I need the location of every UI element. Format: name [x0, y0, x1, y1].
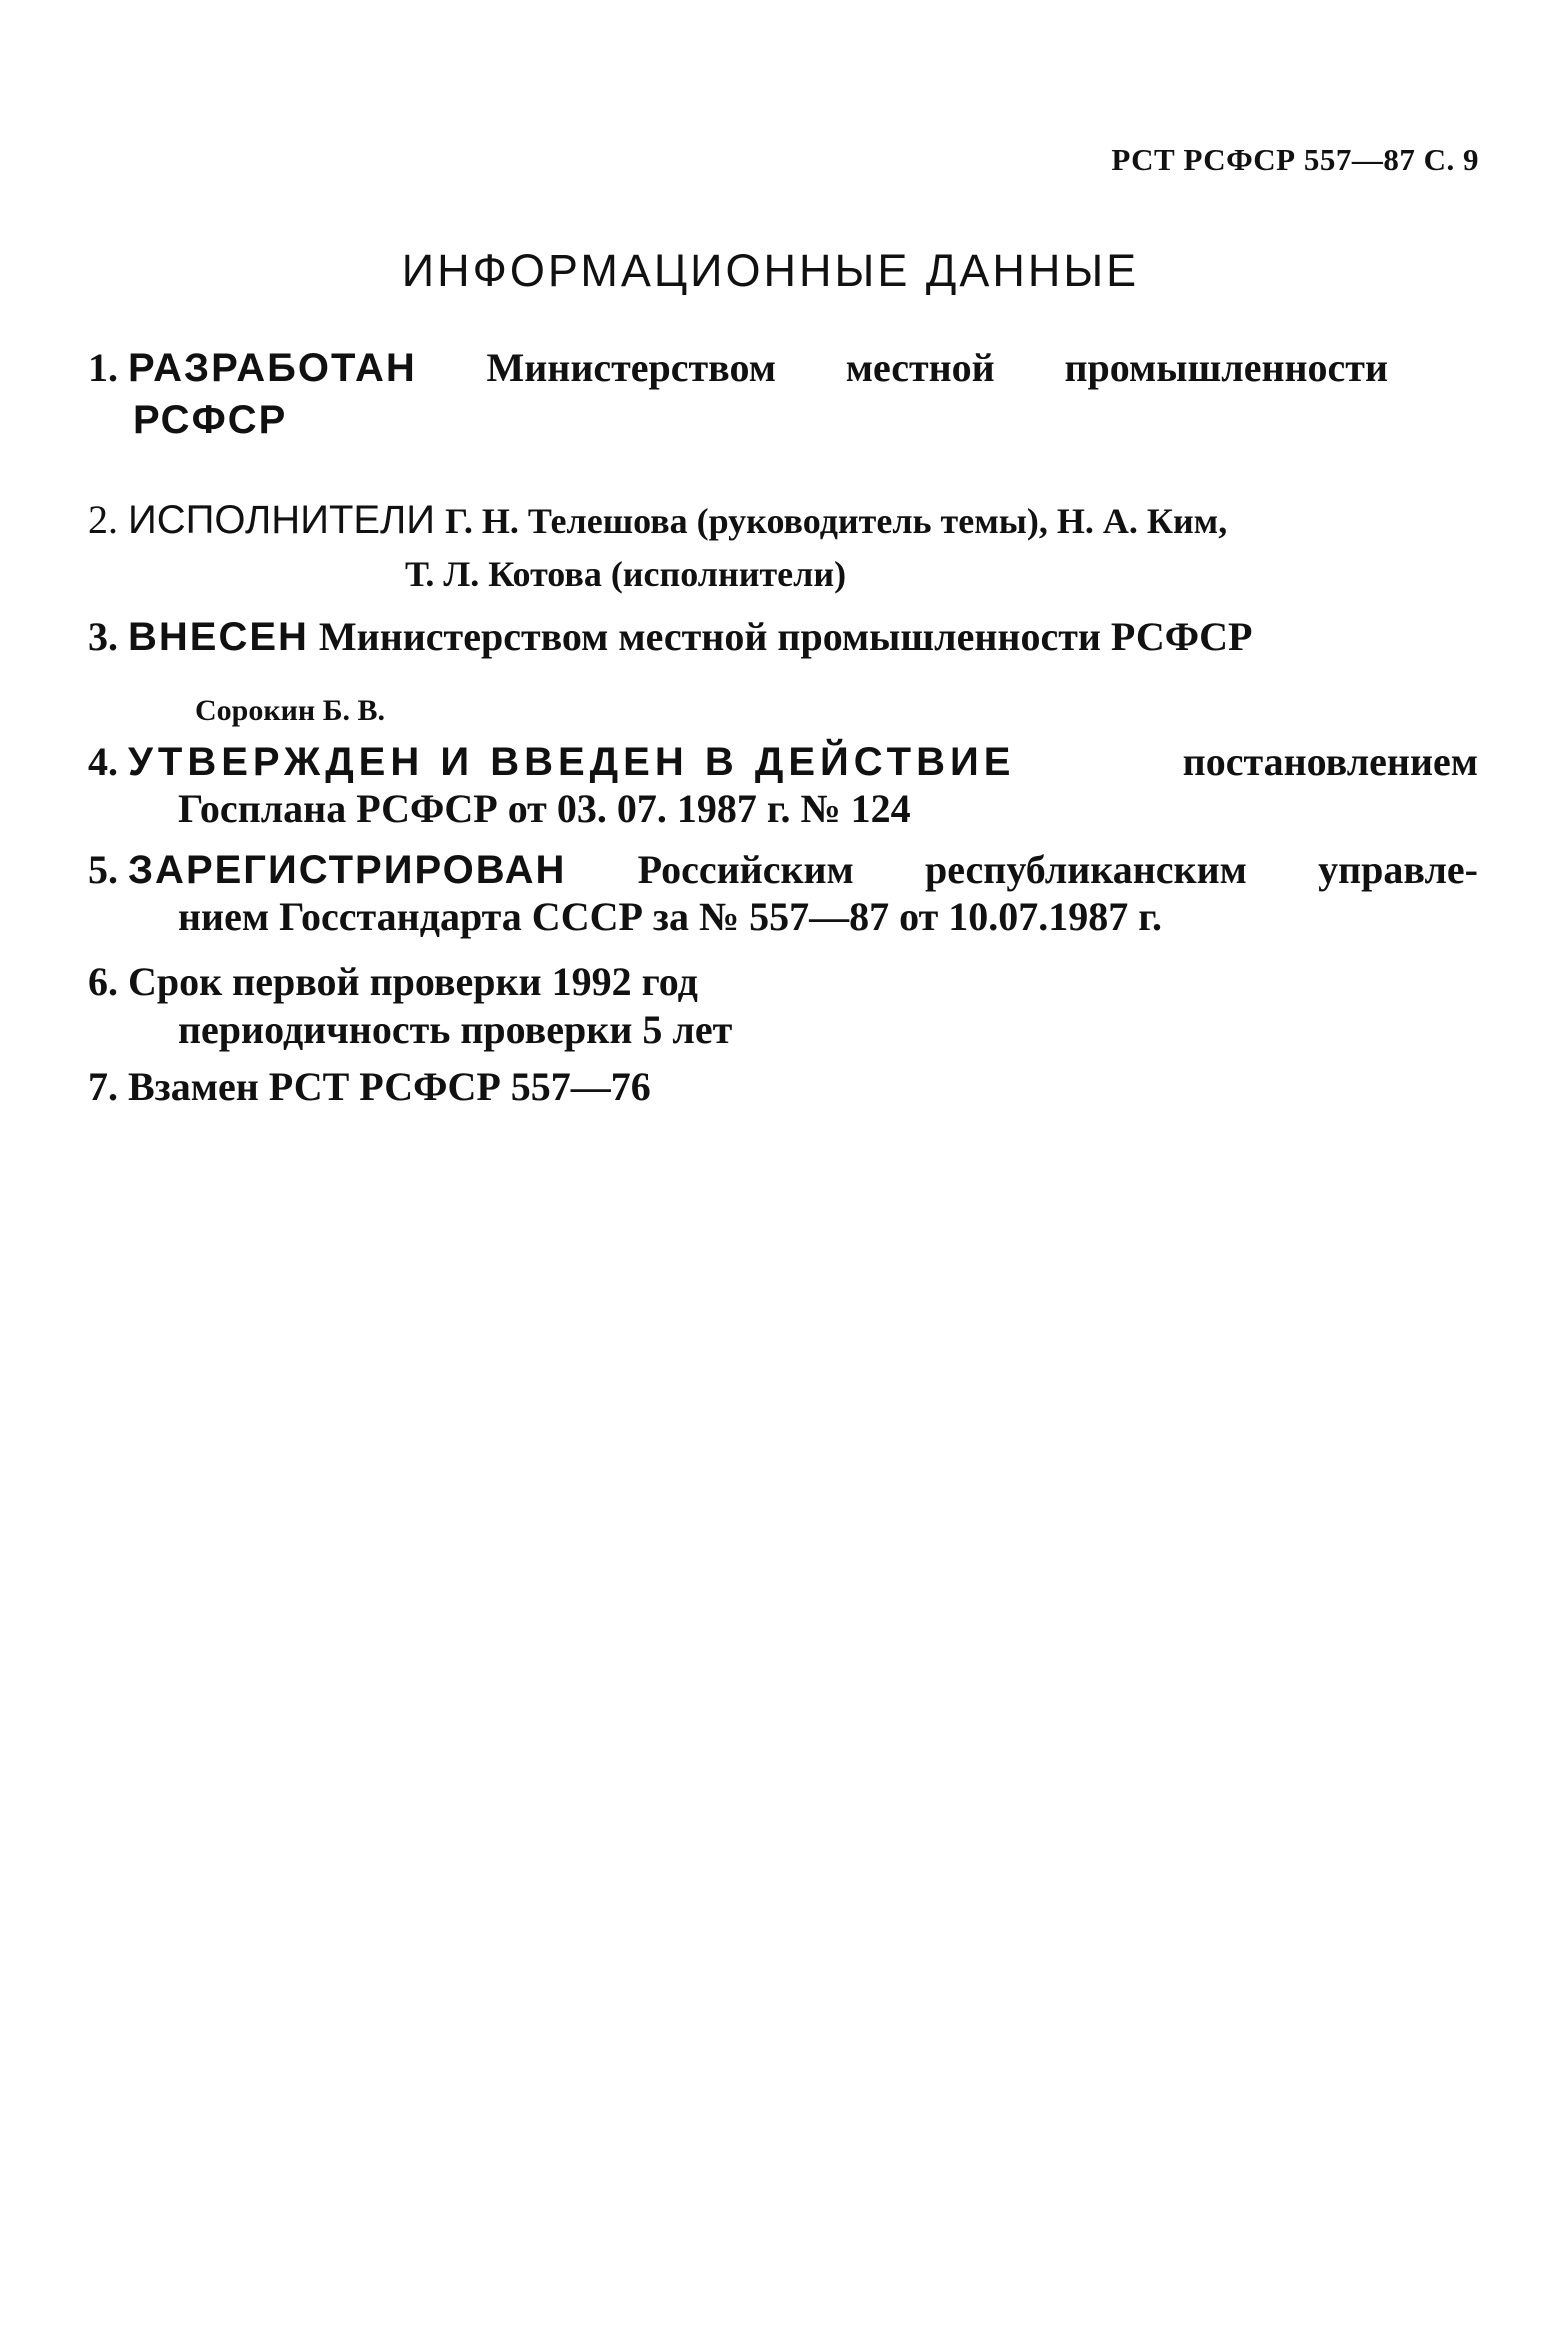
item-1-word-1: Министерством — [486, 345, 776, 390]
item-4-line-1 — [88, 739, 1478, 784]
item-5-word-2: республиканским — [925, 847, 1247, 892]
item-5-word-3: управле- — [1318, 847, 1478, 892]
item-7-line-1 — [88, 1064, 651, 1109]
item-3-number: 3. — [88, 614, 118, 659]
item-5-lead: ЗАРЕГИСТРИРОВАН — [128, 848, 567, 892]
item-3-line-1 — [88, 614, 1253, 659]
item-2-line-1 — [88, 497, 1228, 542]
page-title: ИНФОРМАЦИОННЫЕ ДАННЫЕ — [401, 245, 1140, 296]
item-1-line-1 — [88, 345, 1388, 390]
item-4-number: 4. — [88, 739, 118, 784]
item-2-number: 2. — [88, 497, 118, 542]
item-2-text-1: Г. Н. Телешова (руководитель темы), Н. А. Ким, — [445, 501, 1228, 541]
item-3-line-2: Сорокин Б. В. — [195, 694, 386, 727]
item-7-text: Взамен РСТ РСФСР 557—76 — [128, 1064, 651, 1109]
item-6-number: 6. — [88, 959, 118, 1004]
item-1-lead: РАЗРАБОТАН — [128, 346, 417, 390]
item-1-line-2: РСФСР — [133, 398, 288, 442]
item-5-number: 5. — [88, 847, 118, 892]
item-2-lead: ИСПОЛНИТЕЛИ — [128, 498, 436, 542]
page-header: РСТ РСФСР 557—87 С. 9 — [1111, 142, 1479, 177]
item-6-line-2: периодичность проверки 5 лет — [178, 1007, 733, 1052]
item-1-word-2: местной — [845, 345, 995, 390]
item-4-word-1: постановлением — [1182, 739, 1478, 784]
item-6-text: Срок первой проверки 1992 год — [128, 959, 698, 1004]
item-4-line-2: Госплана РСФСР от 03. 07. 1987 г. № 124 — [178, 786, 911, 831]
item-5-line-1 — [88, 847, 1478, 892]
item-5-word-1: Российским — [637, 847, 854, 892]
item-7-number: 7. — [88, 1064, 118, 1109]
item-3-text: Министерством местной промышленности РСФСР — [318, 614, 1253, 659]
item-1-number: 1. — [88, 345, 118, 390]
item-2-line-2: Т. Л. Котова (исполнители) — [405, 554, 847, 594]
item-4-lead: УТВЕРЖДЕН И ВВЕДЕН В ДЕЙСТВИЕ — [128, 740, 1016, 784]
item-5-line-2: нием Госстандарта СССР за № 557—87 от 10.07.1987 г. — [178, 894, 1162, 939]
item-6-line-1 — [88, 959, 698, 1004]
item-1-word-3: промышленности — [1064, 345, 1388, 390]
item-3-lead: ВНЕСЕН — [128, 615, 309, 659]
